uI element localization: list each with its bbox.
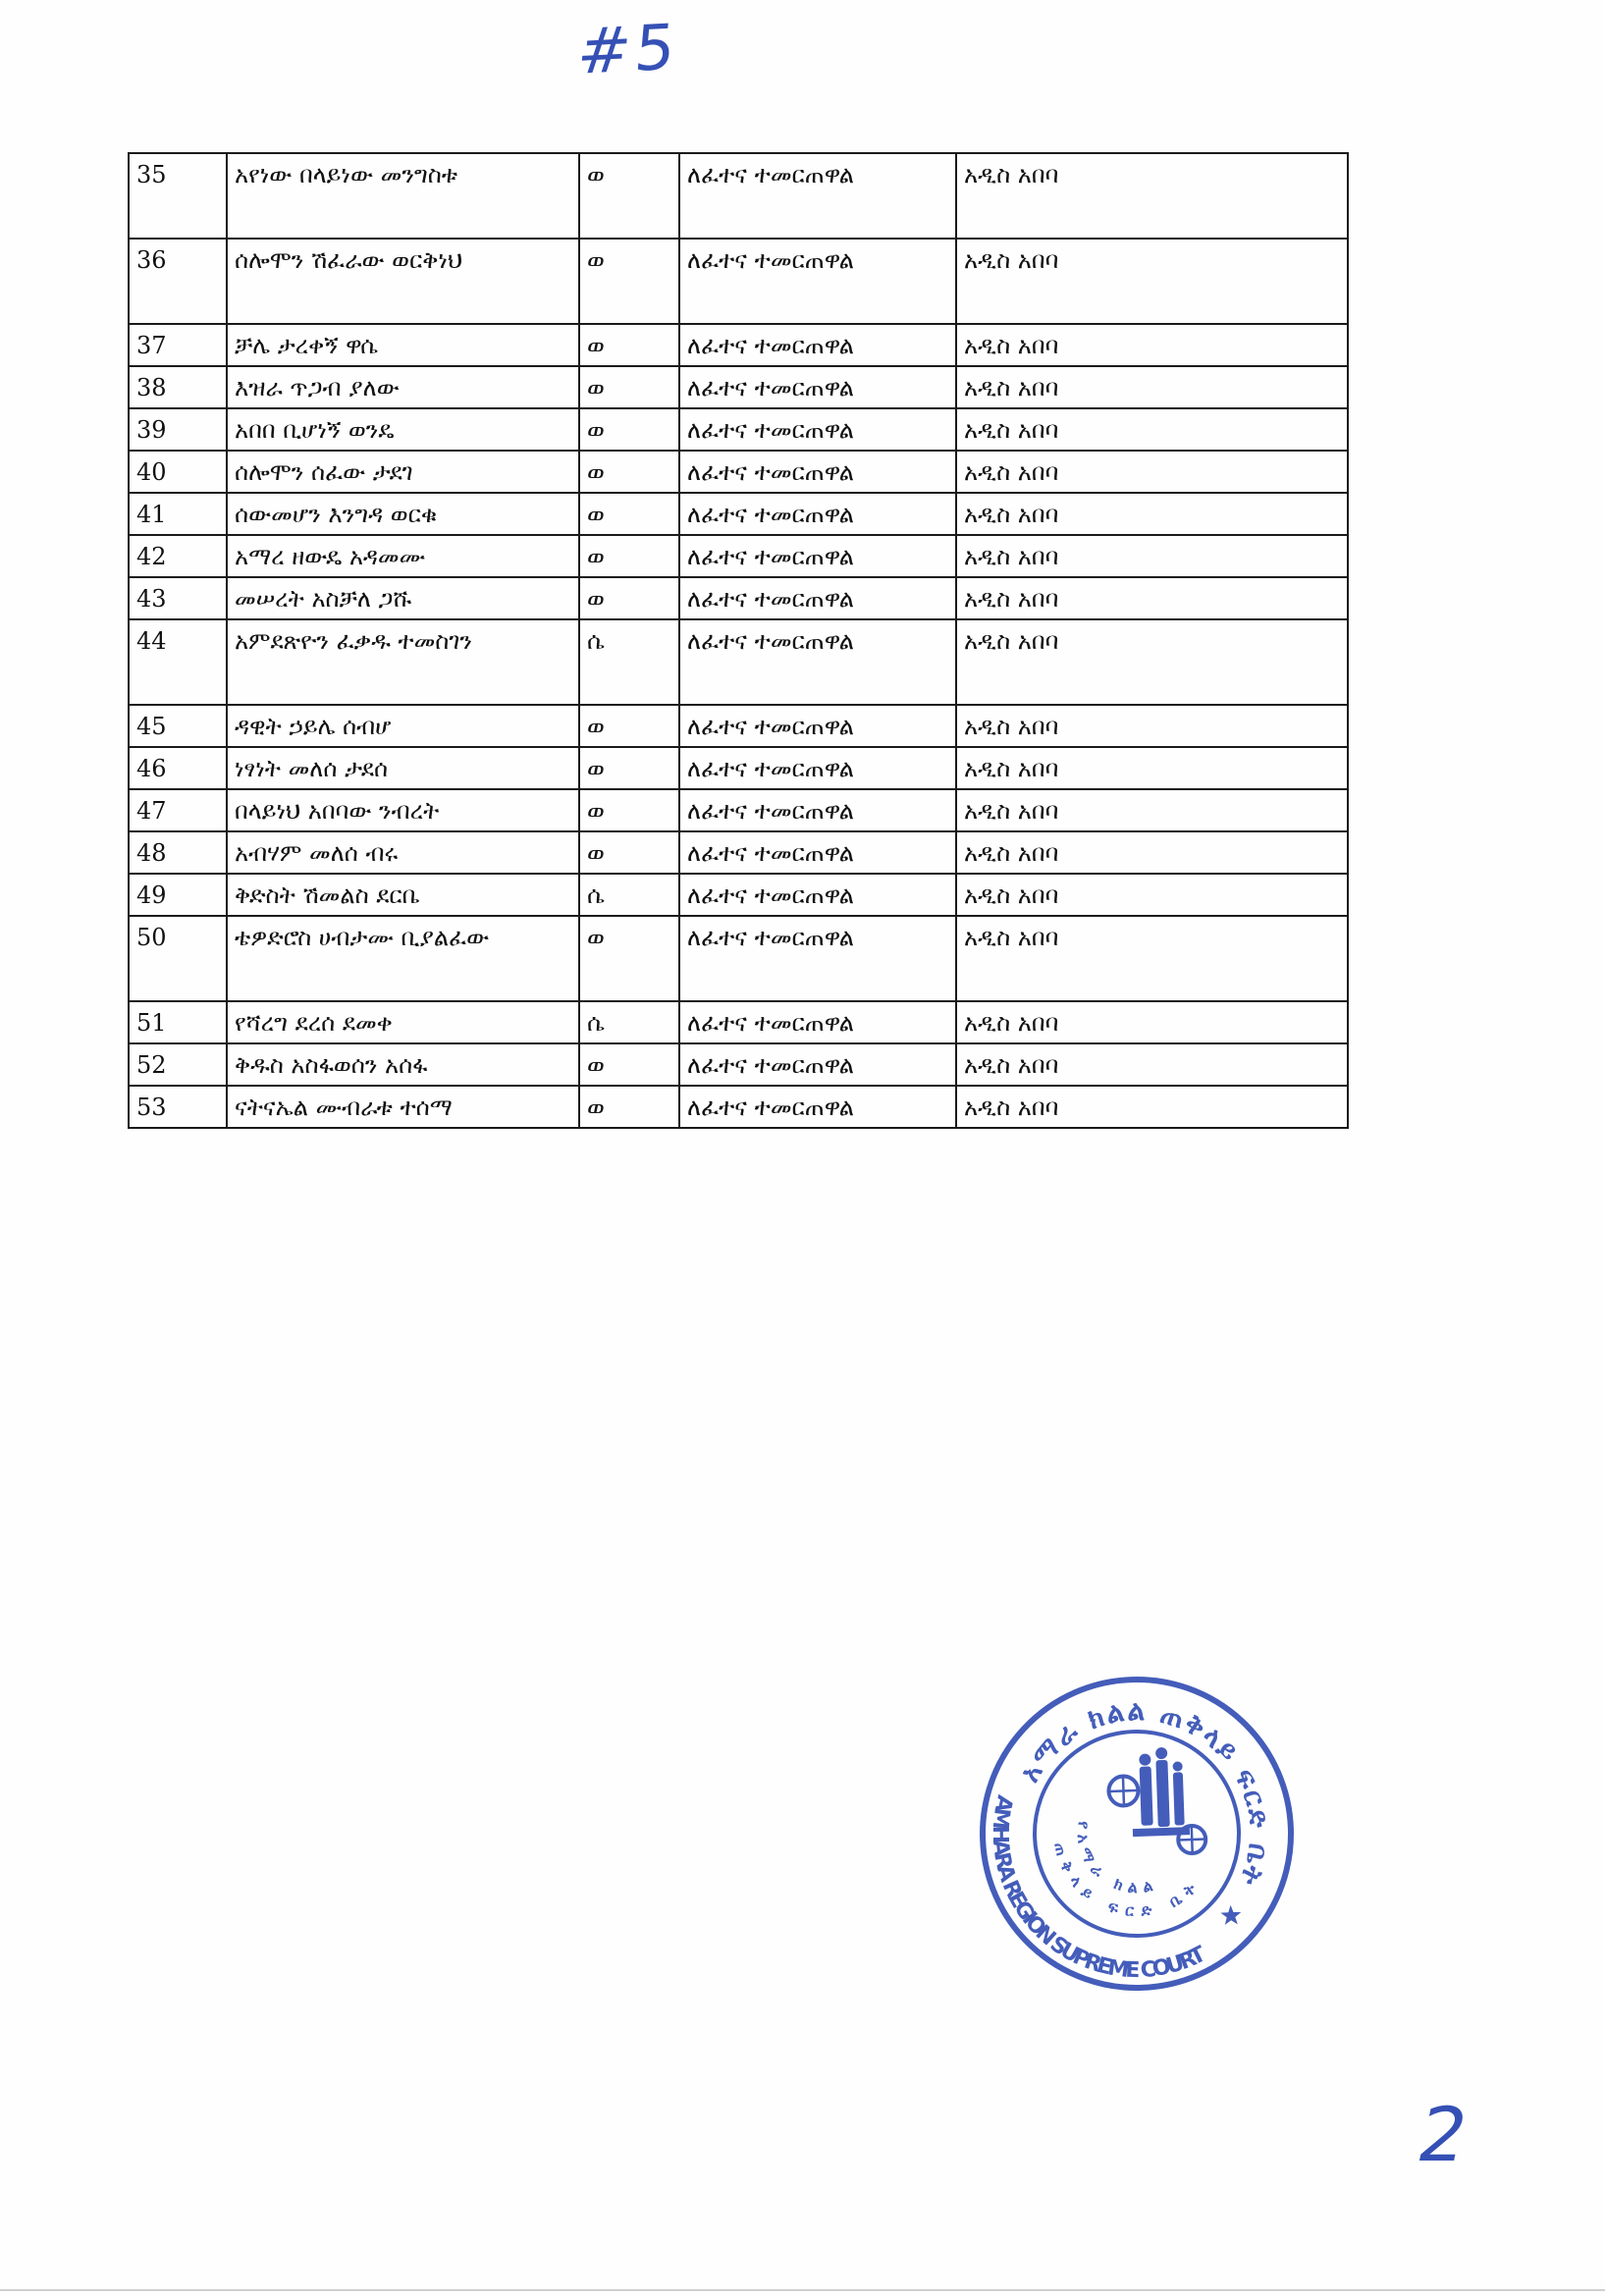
court-stamp [964,1661,1310,2006]
stamp-inner-text-line2 [1050,1837,1201,1924]
status: ለፈተና ተመርጠዋል [679,451,956,493]
city: አዲስ አበባ [956,577,1348,619]
sex: ወ [579,1043,679,1086]
full-name: ቴዎድሮስ ሀብታሙ ቢያልፈው [227,916,579,1001]
sex: ሴ [579,1001,679,1043]
status: ለፈተና ተመርጠዋል [679,789,956,831]
table-row [129,831,1348,874]
table-row [129,1086,1348,1128]
row-number: 45 [129,705,227,747]
stamp-outer-text-english-path: AMHARA REGION SUPREME COURT [987,1792,1210,1984]
status: ለፈተና ተመርጠዋል [679,831,956,874]
status: ለፈተና ተመርጠዋል [679,1086,956,1128]
full-name: ናትናኤል ሙብራቱ ተሰማ [227,1086,579,1128]
handwritten-mark: #5 [574,11,682,89]
full-name: አምደጽዮን ፈቃዱ ተመስገን [227,619,579,705]
emblem-figure-body [1140,1766,1153,1825]
status: ለፈተና ተመርጠዋል [679,577,956,619]
city: አዲስ አበባ [956,619,1348,705]
full-name: ቅድስት ሽመልስ ደርቤ [227,874,579,916]
emblem-figure-body [1155,1760,1169,1827]
emblem-figure-body [1173,1772,1185,1825]
row-number: 49 [129,874,227,916]
row-number: 38 [129,366,227,408]
candidate-table [128,152,1349,1129]
city: አዲስ አበባ [956,493,1348,535]
status: ለፈተና ተመርጠዋል [679,239,956,324]
status: ለፈተና ተመርጠዋል [679,153,956,239]
city: አዲስ አበባ [956,535,1348,577]
row-number: 35 [129,153,227,239]
row-number: 37 [129,324,227,366]
sex: ወ [579,535,679,577]
row-number: 53 [129,1086,227,1128]
city: አዲስ አበባ [956,1001,1348,1043]
status: ለፈተና ተመርጠዋል [679,493,956,535]
table-row [129,789,1348,831]
sex: ወ [579,153,679,239]
row-number: 51 [129,1001,227,1043]
sex: ሴ [579,874,679,916]
table-row [129,577,1348,619]
full-name: የሻረግ ደረሰ ደመቀ [227,1001,579,1043]
row-number: 41 [129,493,227,535]
emblem-figure-head [1172,1761,1182,1771]
sex: ወ [579,831,679,874]
table-row [129,535,1348,577]
city: አዲስ አበባ [956,153,1348,239]
city: አዲስ አበባ [956,366,1348,408]
scan-edge-line [0,2289,1605,2291]
city: አዲስ አበባ [956,324,1348,366]
full-name: ቅዱስ አስፋወሰን አሰፋ [227,1043,579,1086]
emblem-figure-head [1155,1747,1167,1759]
row-number: 36 [129,239,227,324]
city: አዲስ አበባ [956,747,1348,789]
status: ለፈተና ተመርጠዋል [679,1043,956,1086]
table-row [129,874,1348,916]
row-number: 43 [129,577,227,619]
full-name: ነፃነት መለሰ ታደሰ [227,747,579,789]
city: አዲስ አበባ [956,705,1348,747]
city: አዲስ አበባ [956,408,1348,451]
star-icon [1220,1904,1242,1925]
full-name: አበበ ቢሆነኝ ወንዴ [227,408,579,451]
full-name: አብሃም መለሰ ብሩ [227,831,579,874]
sex: ወ [579,239,679,324]
stamp-inner-text-line2-path: ጠቅላይ ፍርድ ቤት [1050,1841,1200,1921]
table-row [129,239,1348,324]
status: ለፈተና ተመርጠዋል [679,916,956,1001]
stamp-outer-text-amharic-path: አማራ ክልል ጠቅላይ ፍርድ ቤት [1012,1694,1276,1891]
table-row [129,705,1348,747]
row-number: 46 [129,747,227,789]
city: አዲስ አበባ [956,1043,1348,1086]
city: አዲስ አበባ [956,239,1348,324]
sex: ወ [579,451,679,493]
court-emblem-icon [1107,1746,1206,1856]
sex: ወ [579,366,679,408]
status: ለፈተና ተመርጠዋል [679,747,956,789]
status: ለፈተና ተመርጠዋል [679,1001,956,1043]
status: ለፈተና ተመርጠዋል [679,705,956,747]
sex: ወ [579,789,679,831]
full-name: አማረ ዘውዴ አዳመሙ [227,535,579,577]
status: ለፈተና ተመርጠዋል [679,874,956,916]
full-name: ሰሎሞን ሰፈው ታደገ [227,451,579,493]
emblem-wheel-left-spoke [1123,1776,1124,1805]
status: ለፈተና ተመርጠዋል [679,619,956,705]
table-row [129,619,1348,705]
sex: ወ [579,916,679,1001]
sex: ወ [579,747,679,789]
table-row [129,1043,1348,1086]
status: ለፈተና ተመርጠዋል [679,366,956,408]
sex: ወ [579,324,679,366]
full-name: መሠረት አስቻለ ጋሹ [227,577,579,619]
sex: ወ [579,705,679,747]
status: ለፈተና ተመርጠዋል [679,408,956,451]
row-number: 52 [129,1043,227,1086]
city: አዲስ አበባ [956,789,1348,831]
full-name: ሰሎሞን ሽፈራው ወርቅነህ [227,239,579,324]
table-row [129,747,1348,789]
city: አዲስ አበባ [956,916,1348,1001]
row-number: 48 [129,831,227,874]
emblem-figure-head [1139,1753,1150,1765]
city: አዲስ አበባ [956,451,1348,493]
table-row [129,451,1348,493]
row-number: 44 [129,619,227,705]
sex: ወ [579,493,679,535]
status: ለፈተና ተመርጠዋል [679,535,956,577]
city: አዲስ አበባ [956,874,1348,916]
row-number: 42 [129,535,227,577]
table-row [129,1001,1348,1043]
row-number: 50 [129,916,227,1001]
sex: ወ [579,408,679,451]
city: አዲስ አበባ [956,831,1348,874]
emblem-base [1133,1827,1190,1837]
city: አዲስ አበባ [956,1086,1348,1128]
full-name: እዝራ ጥጋብ ያለው [227,366,579,408]
full-name: ቻሌ ታረቀኝ ዋሴ [227,324,579,366]
emblem-wheel-right-spoke [1192,1826,1193,1853]
row-number: 39 [129,408,227,451]
row-number: 40 [129,451,227,493]
table-row [129,153,1348,239]
full-name: አየነው በላይነው መንግስቱ [227,153,579,239]
sex: ሴ [579,619,679,705]
full-name: ዳዊት ኃይሌ ሰብሆ [227,705,579,747]
candidate-table-body [129,153,1348,1128]
table-row [129,408,1348,451]
stamp-inner-text-line1-path: የአማራ ክልል [1073,1819,1154,1897]
sex: ወ [579,577,679,619]
table-row [129,916,1348,1001]
full-name: ሰውመሆን እንግዳ ወርቁ [227,493,579,535]
table-row [129,493,1348,535]
table-row [129,366,1348,408]
status: ለፈተና ተመርጠዋል [679,324,956,366]
sex: ወ [579,1086,679,1128]
table-row [129,324,1348,366]
page-number: 2 [1410,2091,1476,2178]
row-number: 47 [129,789,227,831]
full-name: በላይነህ አበባው ንብረት [227,789,579,831]
